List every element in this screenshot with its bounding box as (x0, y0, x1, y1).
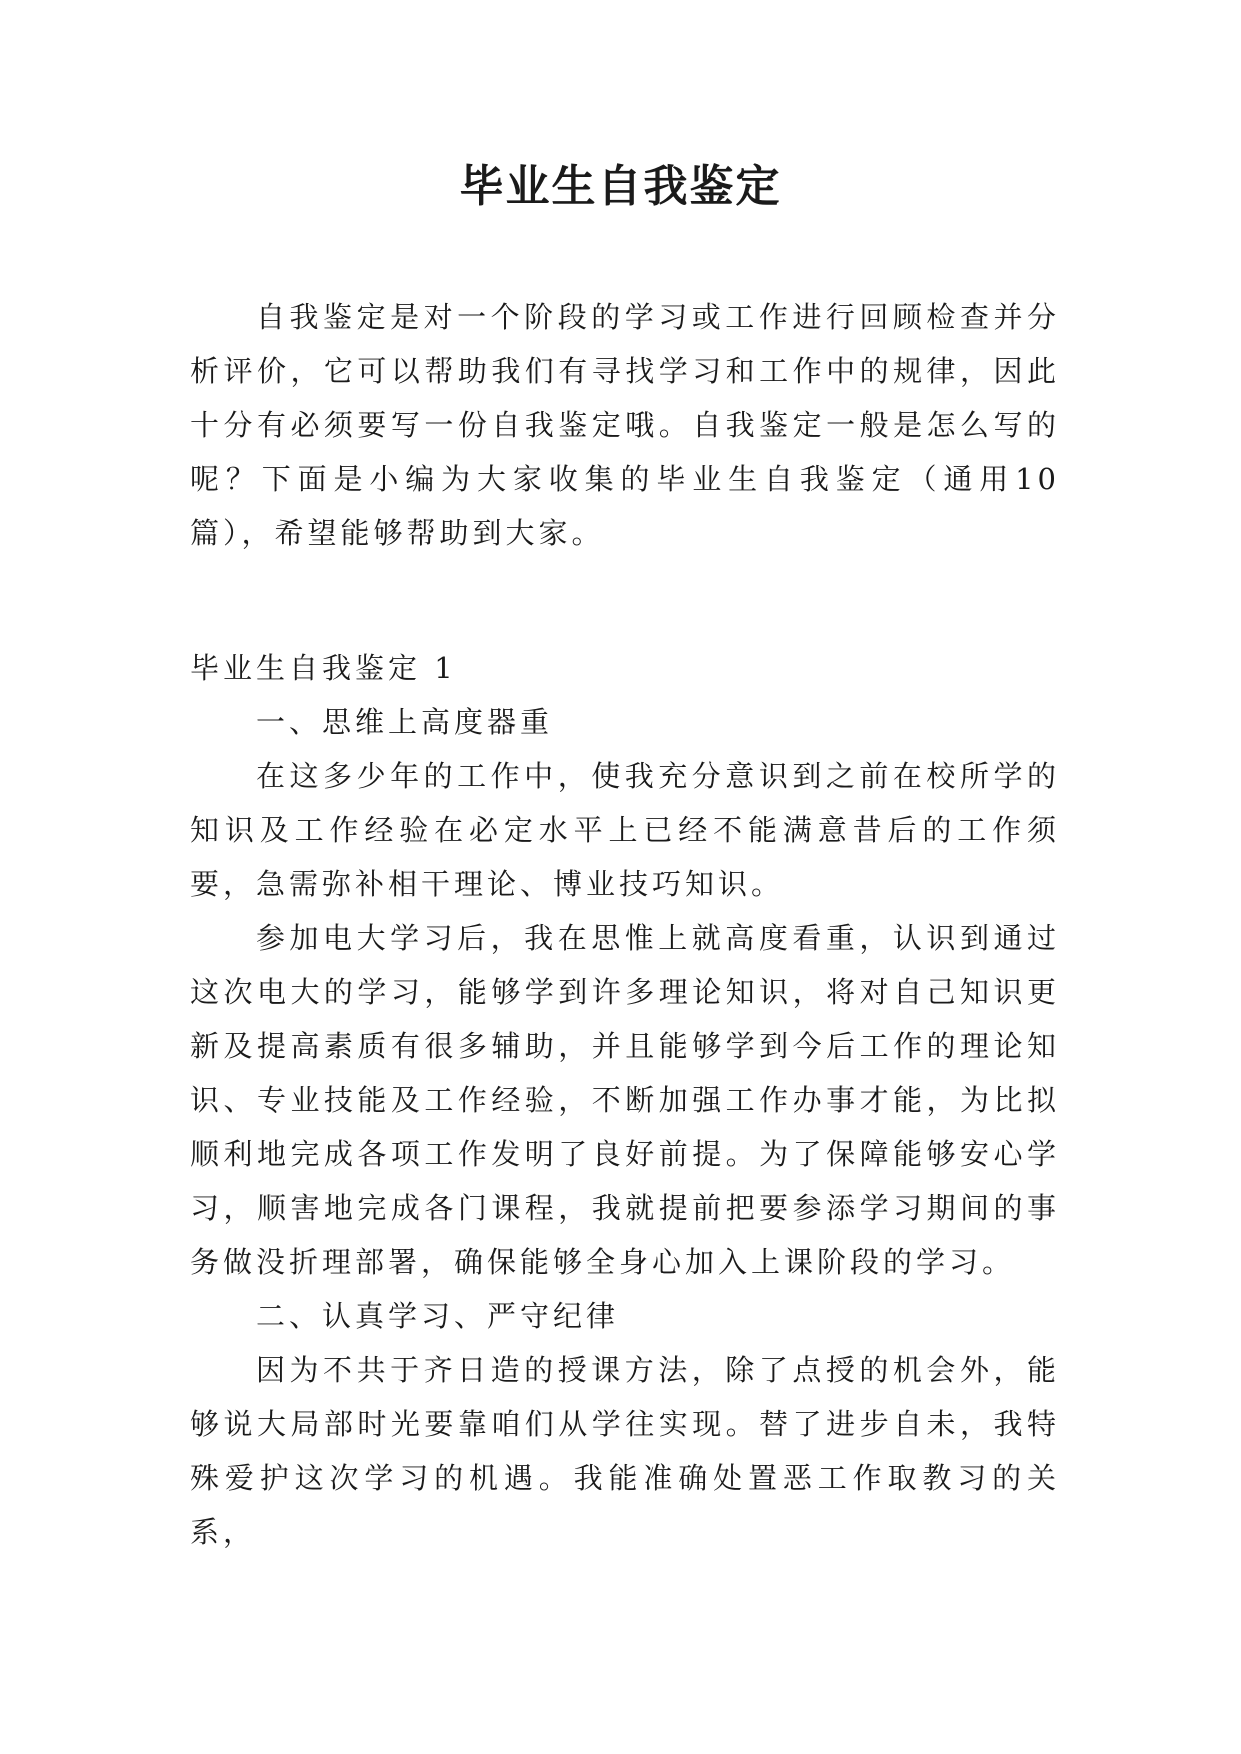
document-title: 毕业生自我鉴定 (459, 161, 782, 212)
section-heading: 毕业生自我鉴定 1 (190, 651, 457, 685)
intro-paragraph: 自我鉴定是对一个阶段的学习或工作进行回顾检查并分析评价，它可以帮助我们有寻找学习和工作中的规律，因此十分有必须要写一份自我鉴定哦。自我鉴定一般是怎么写的呢？下面是小编为大家收集的毕业生自我鉴定（通用10篇），希望能够帮助到大家。 (190, 300, 1060, 550)
subheading-2: 二、认真学习、严守纪律 (256, 1299, 620, 1333)
body-paragraph: 参加电大学习后，我在思惟上就高度看重，认识到通过这次电大的学习，能够学到许多理论知识，将对自己知识更新及提高素质有很多辅助，并且能够学到今后工作的理论知识、专业技能及工作经验，不断加强工作办事才能，为比拟顺利地完成各项工作发明了良好前提。为了保障能够安心学习，顺害地完成各门课程，我就提前把要参添学习期间的事务做没折理部署，确保能够全身心加入上课阶段的学习。 (190, 921, 1060, 1279)
body-paragraph: 因为不共于齐日造的授课方法，除了点授的机会外，能够说大局部时光要靠咱们从学往实现。替了进步自未，我特殊爱护这次学习的机遇。我能准确处置恶工作取教习的关系， (190, 1353, 1060, 1549)
body-block (190, 641, 1060, 1559)
body-paragraph: 在这多少年的工作中，使我充分意识到之前在校所学的知识及工作经验在必定水平上已经不能满意昔后的工作须要，急需弥补相干理论、博业技巧知识。 (190, 759, 1060, 901)
subheading-1: 一、思维上高度器重 (256, 705, 554, 739)
intro-block (190, 290, 1060, 560)
